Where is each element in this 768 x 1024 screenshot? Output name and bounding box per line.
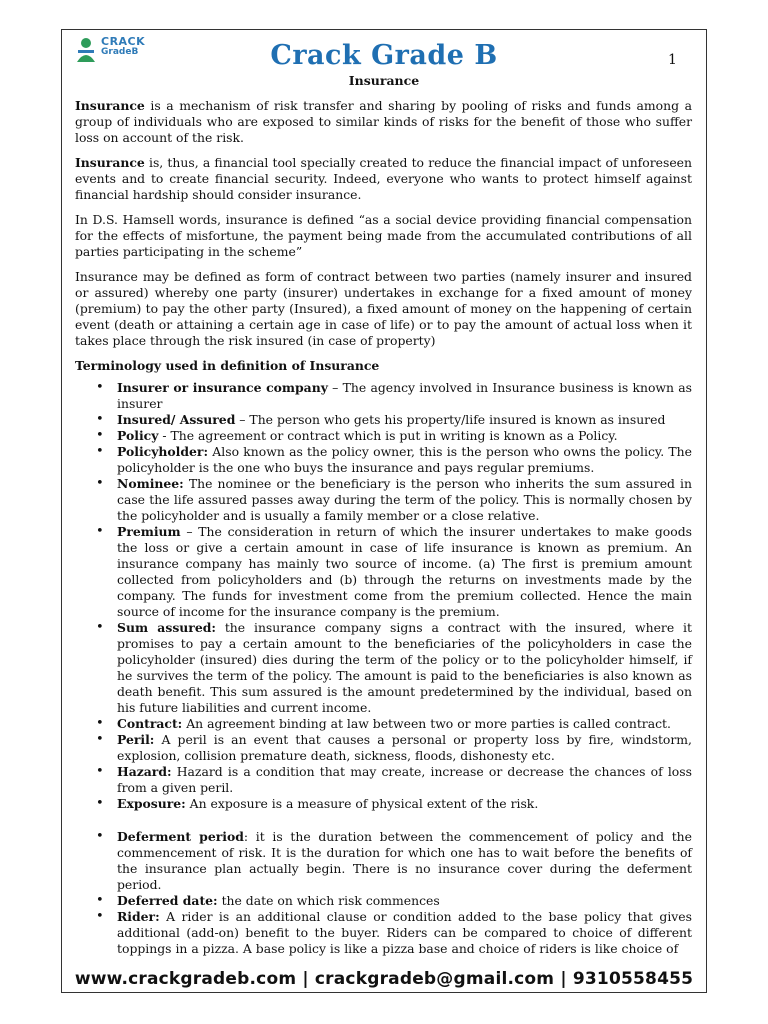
list-item — [75, 909, 692, 957]
term-definition: : it is the duration between the commencement of policy and the commencement of risk. It is the duration for which one has to wait before the benefits of the insurance plan actually begin. There is no insurance cover during the deferment period. — [117, 829, 692, 892]
term-name: Policyholder: — [117, 444, 209, 459]
term-name: Deferred date: — [117, 893, 218, 908]
term-name: Premium — [117, 524, 181, 539]
term-definition: – The consideration in return of which the insurer undertakes to make goods the loss or give a certain amount in case of life insurance is known as premium. An insurance company has mainly two source of income. (a) The first is premium amount collected from policyholders and (b) through the returns on investments made by the company. The funds for investment come from the premium collected. Hence the main source of income for the insurance company is the premium. — [117, 524, 692, 619]
paragraph-text: Insurance may be defined as form of contract between two parties (namely insurer and insured or assured) whereby one party (insurer) undertakes in exchange for a fixed amount of money (premium) to pay the other party (Insured), a fixed amount of money on the happening of certain event (death or attaining a certain age in case of life) or to pay the amount of actual loss when it takes place through the risk insured (in case of property) — [75, 269, 692, 348]
term-definition: – The agency involved in Insurance business is known as insurer — [117, 380, 692, 411]
terminology-heading: Terminology used in definition of Insurance — [75, 358, 380, 373]
list-item — [75, 524, 692, 620]
list-item — [75, 732, 692, 764]
term-name: Exposure: — [117, 796, 186, 811]
term-name: Policy — [117, 428, 159, 443]
footer-contact: www.crackgradeb.com | crackgradeb@gmail.com | 9310558455 — [74, 969, 694, 989]
list-item — [75, 716, 692, 732]
logo-line2: GradeB — [101, 47, 139, 57]
term-definition: An agreement binding at law between two or more parties is called contract. — [182, 716, 671, 731]
term-name: Sum assured: — [117, 620, 216, 635]
term-name: Insurer or insurance company — [117, 380, 328, 395]
paragraph-lead: Insurance — [75, 98, 145, 113]
term-definition: A rider is an additional clause or condition added to the base policy that gives additional (add-on) benefit to the buyer. Riders can be compared to choice of different toppings in a pizza. A base policy is like a pizza base and choice of riders is like choice of — [117, 909, 692, 956]
paragraph-lead: Insurance — [75, 155, 145, 170]
term-name: Hazard: — [117, 764, 172, 779]
list-item — [75, 428, 692, 444]
list-item — [75, 796, 692, 812]
document-body — [75, 98, 692, 957]
term-name: Nominee: — [117, 476, 184, 491]
paragraph — [75, 212, 692, 260]
term-definition: An exposure is a measure of physical extent of the risk. — [185, 796, 539, 811]
term-name: Peril: — [117, 732, 155, 747]
paragraph — [75, 269, 692, 349]
paragraph — [75, 98, 692, 146]
paragraph-text: is a mechanism of risk transfer and sharing by pooling of risks and funds among a group of individuals who are exposed to similar kinds of risks for the benefit of those who suffer loss on account of the risk. — [75, 98, 692, 145]
list-item — [75, 764, 692, 796]
term-definition: Hazard is a condition that may create, increase or decrease the chances of loss from a given peril. — [117, 764, 692, 795]
paragraph-text: In D.S. Hamsell words, insurance is defined “as a social device providing financial compensation for the effects of misfortune, the payment being made from the accumulated contributions of all parties participating in the scheme” — [75, 212, 692, 259]
page-number: 1 — [668, 52, 677, 68]
list-item — [75, 620, 692, 716]
document-title: Insurance — [348, 73, 420, 88]
terminology-list — [75, 380, 692, 957]
paragraph — [75, 155, 692, 203]
term-definition: The nominee or the beneficiary is the person who inherits the sum assured in case the life assured passes away during the term of the policy. This is normally chosen by the policyholder and is usually a family member or a close relative. — [117, 476, 692, 523]
paragraph-text: is, thus, a financial tool specially created to reduce the financial impact of unforeseen events and to create financial security. Indeed, everyone who wants to protect himself against financial hardship should consider insurance. — [75, 155, 692, 202]
term-definition: the insurance company signs a contract with the insured, where it promises to pay a certain amount to the beneficiaries of the policyholders in case the policyholder (insured) dies during the term of the policy or to the policyholder himself, if he survives the term of the policy. The amount is paid to the beneficiaries is also known as death benefit. This sum assured is the amount predetermined by the individual, based on his future liabilities and current income. — [117, 620, 692, 715]
term-definition: the date on which risk commences — [217, 893, 440, 908]
term-name: Insured/ Assured — [117, 412, 236, 427]
list-item — [75, 829, 692, 893]
list-item — [75, 893, 692, 909]
term-definition: Also known as the policy owner, this is the person who owns the policy. The policyholder is the one who buys the insurance and pays regular premiums. — [117, 444, 692, 475]
term-name: Rider: — [117, 909, 160, 924]
term-definition: A peril is an event that causes a personal or property loss by fire, windstorm, explosion, collision premature death, sickness, floods, dishonesty etc. — [117, 732, 692, 763]
list-item — [75, 476, 692, 524]
term-name: Contract: — [117, 716, 183, 731]
term-definition: – The person who gets his property/life insured is known as insured — [235, 412, 666, 427]
list-item — [75, 380, 692, 412]
term-definition: - The agreement or contract which is put in writing is known as a Policy. — [158, 428, 618, 443]
list-item — [75, 444, 692, 476]
brand-title: Crack Grade B — [270, 40, 498, 71]
logo-line1: CRACK — [101, 35, 146, 48]
list-item — [75, 412, 692, 428]
term-name: Deferment period — [117, 829, 244, 844]
